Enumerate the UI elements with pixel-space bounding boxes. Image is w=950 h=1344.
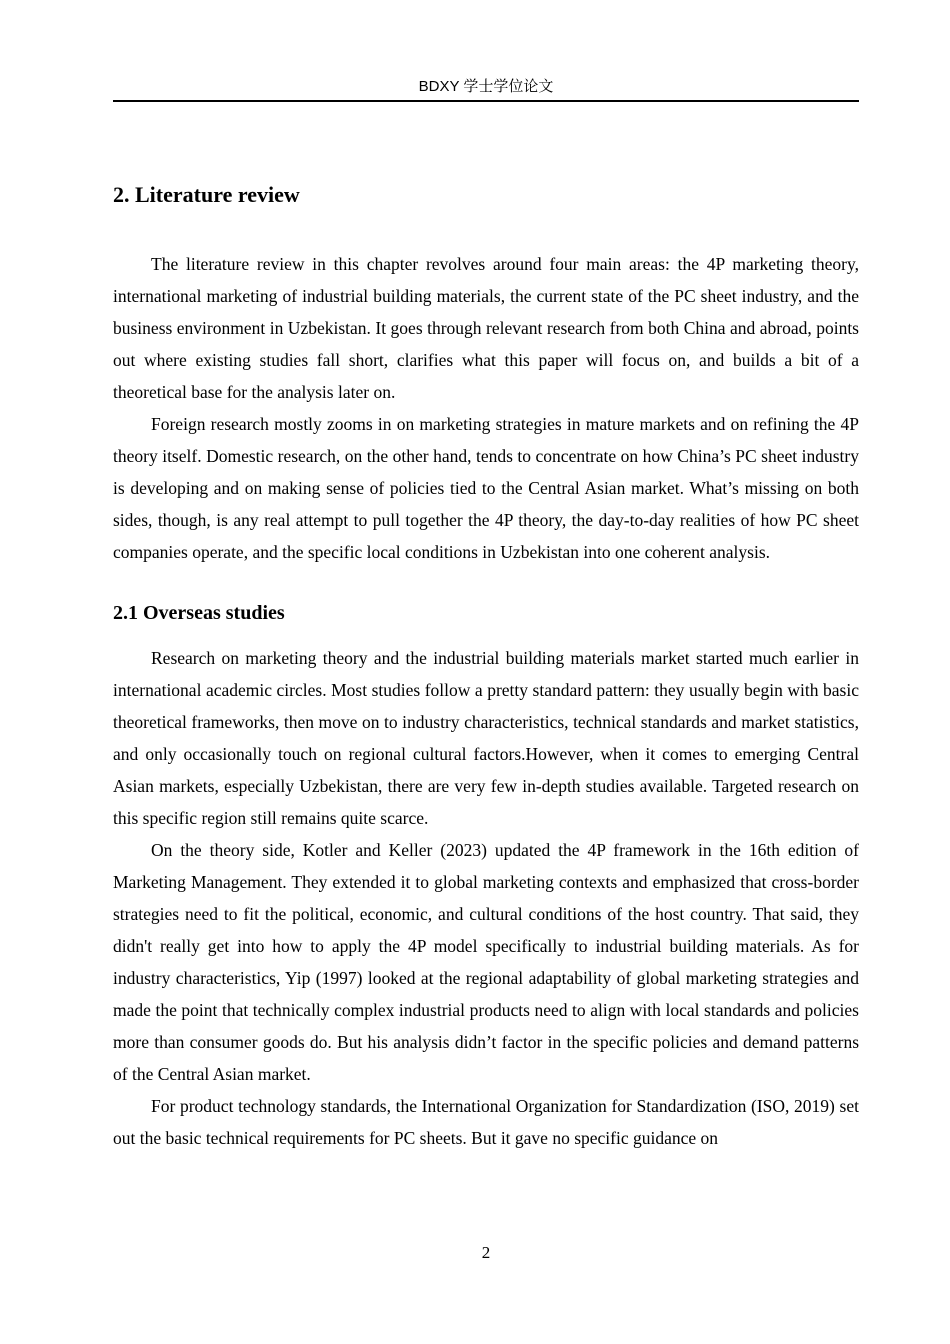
header-rule bbox=[113, 100, 859, 102]
section-heading: 2.1 Overseas studies bbox=[113, 602, 285, 624]
running-header: BDXY 学士学位论文 bbox=[418, 78, 554, 95]
page-content bbox=[113, 178, 859, 1154]
section-paragraph-3: For product technology standards, the International Organization for Standardization (ISO, 2019) set out the basic technical requirements for PC sheets. But it gave no specific guidance on bbox=[113, 1096, 859, 1148]
chapter-paragraph-1: The literature review in this chapter revolves around four main areas: the 4P marketing theory, international marketing of industrial building materials, the current state of the PC sheet industry, and the business environment in Uzbekistan. It goes through relevant research from both China and abroad, points out where existing studies fall short, clarifies what this paper will focus on, and builds a bit of a theoretical base for the analysis later on. bbox=[113, 254, 859, 402]
page-number: 2 bbox=[481, 1243, 491, 1262]
section-paragraph-2: On the theory side, Kotler and Keller (2023) updated the 4P framework in the 16th edition of Marketing Management. They extended it to global marketing contexts and emphasized that cross-border strategies need to fit the political, economic, and cultural conditions of the host country. That said, they didn't really get into how to apply the 4P model specifically to industrial building materials. As for industry characteristics, Yip (1997) looked at the regional adaptability of global marketing strategies and made the point that technically complex industrial products need to align with local standards and policies more than consumer goods do. But his analysis didn’t factor in the specific policies and demand patterns of the Central Asian market. bbox=[113, 840, 859, 1084]
chapter-heading: 2. Literature review bbox=[113, 182, 300, 207]
chapter-paragraph-2: Foreign research mostly zooms in on marketing strategies in mature markets and on refining the 4P theory itself. Domestic research, on the other hand, tends to concentrate on how China’s PC sheet industry is developing and on making sense of policies tied to the Central Asian market. What’s missing on both sides, though, is any real attempt to pull together the 4P theory, the day-to-day realities of how PC sheet companies operate, and the specific local conditions in Uzbekistan into one coherent analysis. bbox=[113, 414, 859, 562]
section-paragraph-1: Research on marketing theory and the industrial building materials market started much earlier in international academic circles. Most studies follow a pretty standard pattern: they usually begin with basic theoretical frameworks, then move on to industry characteristics, technical standards and market statistics, and only occasionally touch on regional cultural factors.However, when it comes to emerging Central Asian markets, especially Uzbekistan, there are very few in-depth studies available. Targeted research on this specific region still remains quite scarce. bbox=[113, 648, 859, 828]
